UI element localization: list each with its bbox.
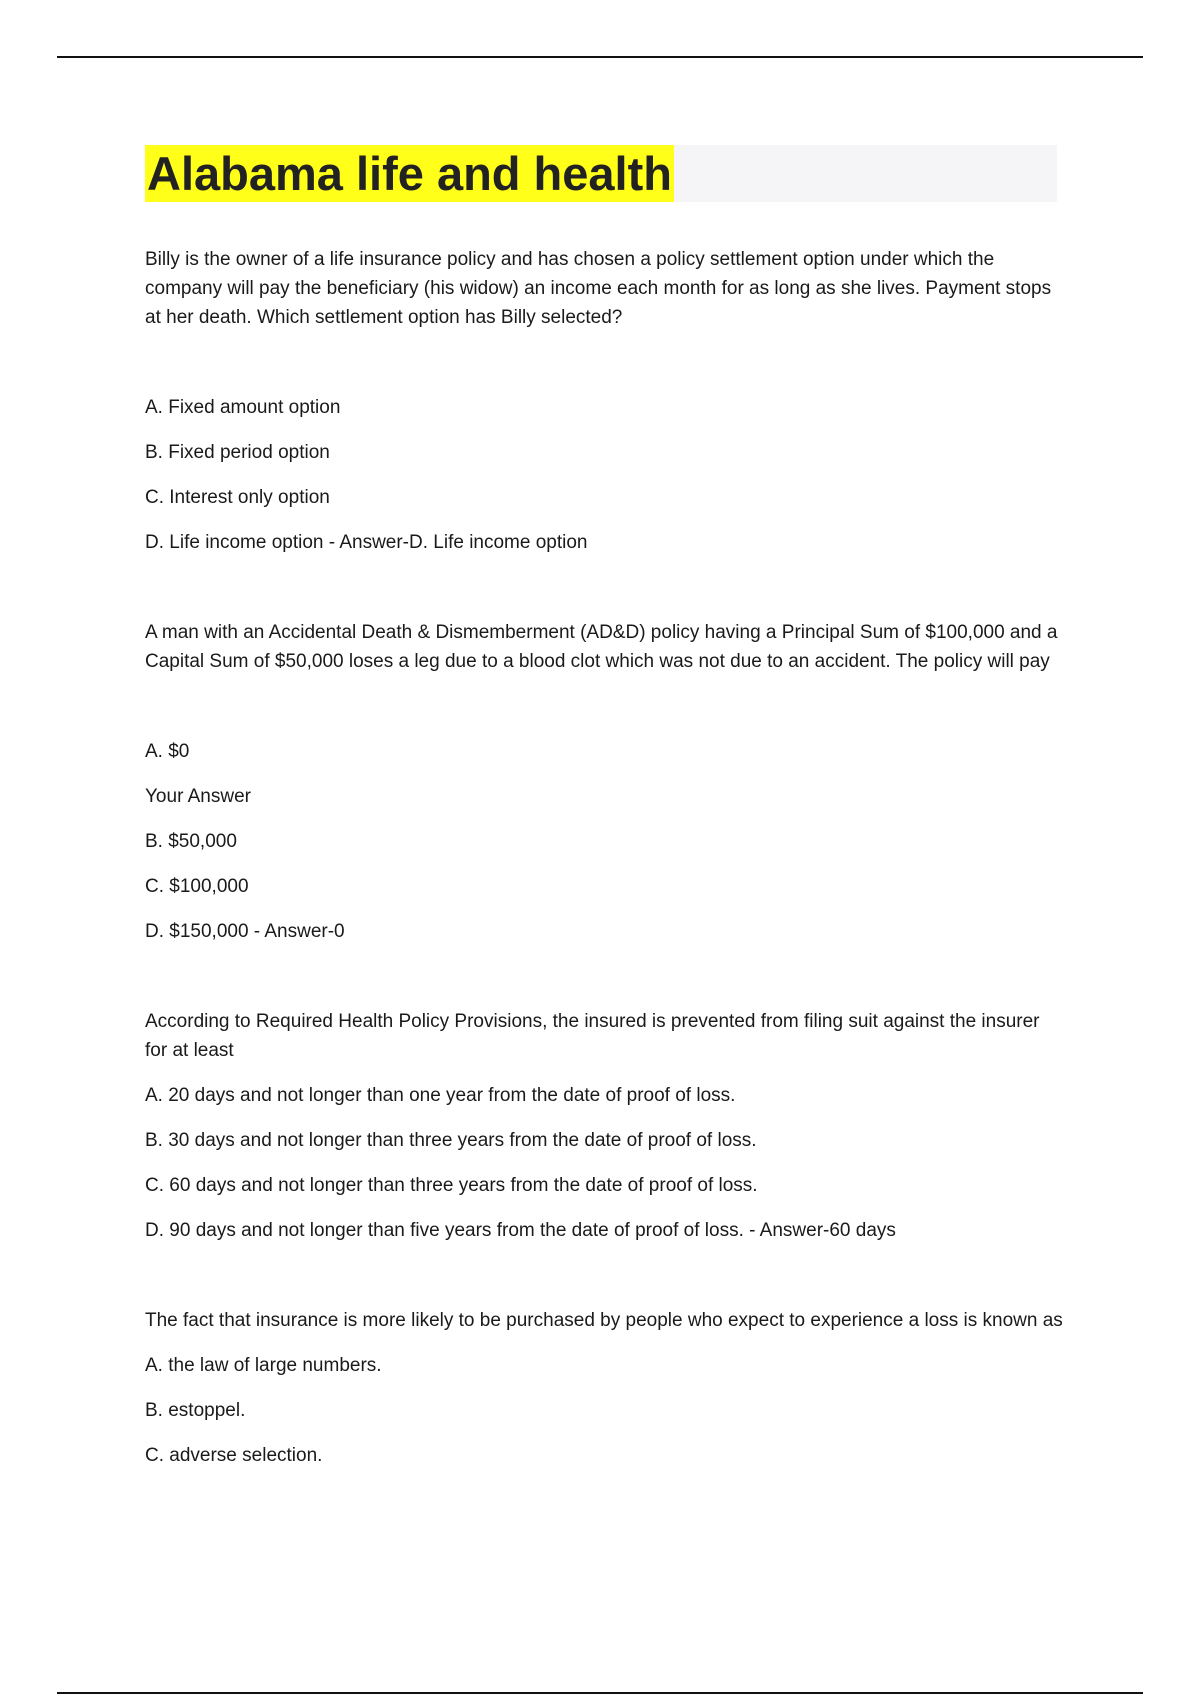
- option: B. Fixed period option: [145, 442, 330, 463]
- option: D. Life income option - Answer-D. Life income option: [145, 532, 588, 553]
- option: B. $50,000: [145, 831, 237, 852]
- option: C. 60 days and not longer than three years from the date of proof of loss.: [145, 1175, 758, 1196]
- option-list: [145, 1351, 1065, 1470]
- question-text: A man with an Accidental Death & Dismemberment (AD&D) policy having a Principal Sum of $100,000 and a Capital Sum of $50,000 loses a leg due to a blood clot which was not due to an accident. The policy will pay: [145, 622, 1058, 672]
- option: A. $0: [145, 741, 190, 762]
- option: D. 90 days and not longer than five years from the date of proof of loss. - Answer-60 days: [145, 1220, 896, 1241]
- option: A. Fixed amount option: [145, 397, 341, 418]
- question-text: According to Required Health Policy Provisions, the insured is prevented from filing suit against the insurer for at least: [145, 1011, 1040, 1061]
- document-body: [145, 245, 1065, 1486]
- option: A. the law of large numbers.: [145, 1355, 382, 1376]
- question-block-1: [145, 245, 1065, 557]
- question-block-4: [145, 1306, 1065, 1470]
- option: B. 30 days and not longer than three years from the date of proof of loss.: [145, 1130, 757, 1151]
- option-list: [145, 393, 1065, 557]
- option-list: [145, 737, 1065, 946]
- question-text: Billy is the owner of a life insurance policy and has chosen a policy settlement option under which the company will pay the beneficiary (his widow) an income each month for as long as she lives. Payment stops at her death. Which settlement option has Billy selected?: [145, 249, 1052, 328]
- option: C. adverse selection.: [145, 1445, 323, 1466]
- option: C. Interest only option: [145, 487, 330, 508]
- question-block-3: [145, 1007, 1065, 1245]
- option-list: [145, 1081, 1065, 1245]
- header-rule: [57, 56, 1143, 58]
- option: C. $100,000: [145, 876, 249, 897]
- document-title: Alabama life and health: [147, 147, 672, 200]
- question-block-2: [145, 618, 1065, 946]
- option: D. $150,000 - Answer-0: [145, 921, 345, 942]
- your-answer-label: Your Answer: [145, 786, 251, 807]
- option: B. estoppel.: [145, 1400, 246, 1421]
- footer-rule: [57, 1692, 1143, 1694]
- question-text: The fact that insurance is more likely to be purchased by people who expect to experience a loss is known as: [145, 1310, 1063, 1331]
- option: A. 20 days and not longer than one year from the date of proof of loss.: [145, 1085, 736, 1106]
